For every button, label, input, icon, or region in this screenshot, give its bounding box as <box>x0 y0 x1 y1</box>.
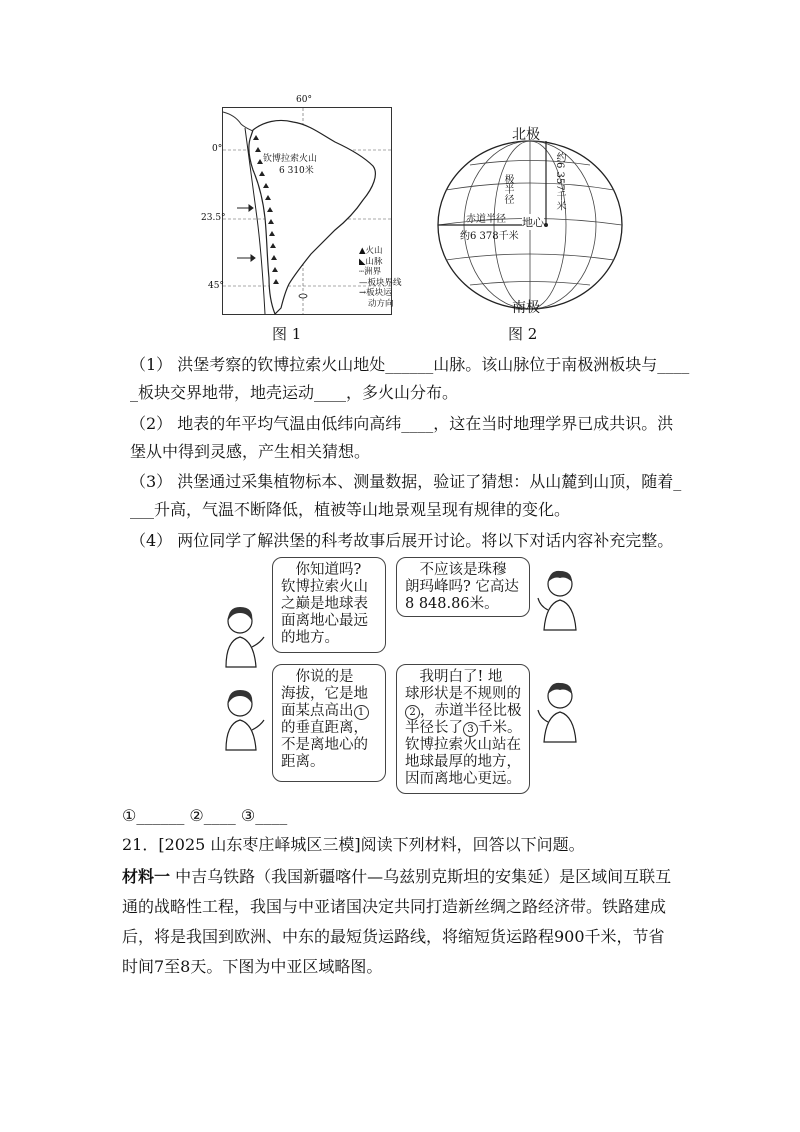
volcano-name-label: 钦博拉索火山 <box>263 154 318 164</box>
material-1: 材料一 中吉乌铁路（我国新疆喀什—乌兹别克斯坦的安集延）是区域间互联互 通的战略性工程，我国与中亚诸国决定共同打造新丝绸之路经济带。铁路建成 后，将是我国到欧洲、中东的最短货运路线，将缩短货运路程900千米，节省 时间7至8天。下图为中亚区域略图。 <box>122 867 672 976</box>
girl-avatar-1 <box>220 603 266 673</box>
lat-0-label: 0° <box>212 144 223 154</box>
south-pole-label: 南极 <box>512 300 540 316</box>
blank-1-marker: 1 <box>354 705 369 720</box>
answer-blanks: ①______ ②____ ③____ <box>122 806 288 825</box>
question-2: （2） 地表的年平均气温由低纬向高纬____，这在当时地理学界已成共识。洪 堡从中得到灵感，产生相关猜想。 <box>130 414 674 461</box>
boy-avatar-2 <box>536 678 582 748</box>
boy-avatar-1 <box>536 566 582 636</box>
speech-bubble-boy-1: 不应该是珠穆 朗玛峰吗? 它高达 8 848.86米。 <box>396 557 530 617</box>
mountain-icon: ◣ <box>359 256 366 267</box>
earth-center-label: 地心 <box>522 216 544 229</box>
volcano-height-label: 6 310米 <box>279 166 314 176</box>
equator-radius-value: 约6 378千米 <box>460 231 519 242</box>
north-pole-label: 北极 <box>512 127 540 143</box>
continent-boundary-icon: ┄ <box>359 267 365 277</box>
material-1-label: 材料一 <box>122 867 171 886</box>
speech-bubble-girl-2: 你说的是 海拔，它是地 面某点高出 1 的垂直距离， 不是离地心的 距离。 <box>272 664 386 782</box>
map-legend: ▲火山 ◣山脉 ┄洲界 —板块界线 →板块运 动方向 <box>359 246 402 309</box>
lat-23-label: 23.5° <box>201 213 226 223</box>
question-4: （4） 两位同学了解洪堡的科考故事后展开讨论。将以下对话内容补充完整。 <box>130 531 674 550</box>
question-3: （3） 洪堡通过采集植物标本、测量数据，验证了猜想：从山麓到山顶，随着_ ___升高，气温不断降低，植被等山地景观呈现有规律的变化。 <box>130 472 682 519</box>
plate-boundary-icon: — <box>359 277 368 288</box>
volcano-icon: ▲ <box>359 246 366 256</box>
lat-45-label: 45° <box>208 281 224 291</box>
equator-radius-label: 赤道半径 <box>466 214 506 225</box>
figure2-globe <box>430 130 630 320</box>
figure1-caption: 图 1 <box>272 325 302 343</box>
figure2-caption: 图 2 <box>508 325 538 343</box>
figure1-map <box>222 107 402 315</box>
lon-60-label: 60° <box>296 95 312 105</box>
polar-radius-value: 约6 357千米 <box>554 152 565 211</box>
speech-bubble-boy-2: 我明白了! 地 球形状是不规则的 2 ，赤道半径比极 半径长了 3 千米。 钦博拉索火山站在 地球最厚的地方， 因而离地心更远。 <box>396 664 530 794</box>
blank-2-marker: 2 <box>405 705 420 720</box>
blank-3-marker: 3 <box>463 722 478 737</box>
question-1: （1） 洪堡考察的钦博拉索火山地处______山脉。该山脉位于南极洲板块与____ _板块交界地带，地壳运动____，多火山分布。 <box>130 355 690 402</box>
girl-avatar-2 <box>220 686 266 756</box>
plate-motion-arrow-icon: → <box>359 288 367 298</box>
question-21-header: 21．[2025 山东枣庄峄城区三模]阅读下列材料，回答以下问题。 <box>122 835 585 854</box>
speech-bubble-girl-1: 你知道吗? 钦博拉索火山 之巅是地球表 面离地心最远 的地方。 <box>272 557 386 653</box>
polar-radius-label: 极半径 <box>502 174 513 204</box>
